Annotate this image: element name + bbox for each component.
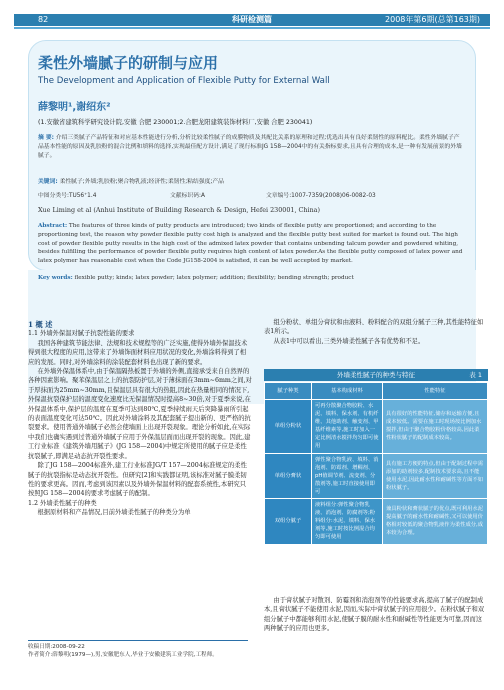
journal-header-band	[14, 14, 490, 26]
keywords-text: 柔性腻子;外墙;乳胶粉;聚合物乳液;经济性;柔韧性;粘结强度;产品	[59, 179, 224, 185]
article-number: 文章编号:1007-7359(2008)06-0082-03	[266, 193, 376, 199]
table-cell: 双组分腻子	[265, 499, 312, 544]
header-divider	[14, 27, 490, 29]
subsection-heading-1-2: 1.2 外墙柔性腻子的种类	[28, 499, 97, 507]
paragraph: 除了JG 158—2004标准外,建工行业标准JG/T 157—2004标准规定的柔性腻子的抗裂指标是动态抗开裂性。但研究[2]和实践都证明,该标准对腻子膜柔韧性的要求更高。因而,考虑到该因素以及外墙外保温材料的配套系统性,本研究只按照JG 158—2004的要求考虑腻子的配制。	[28, 462, 247, 498]
table-cell: 液料组分:弹性聚合物乳液、消泡剂、防腐剂等;粉料组分:水泥、填料、保水剂等,施工时按比例混合均匀即可使用	[312, 499, 383, 544]
received-date: 收稿日期:2008-09-22	[28, 644, 85, 650]
table-cell: 弹性聚合物乳液、填料、消泡剂、防霉剂、增稠剂、pH值调节剂、流变剂、分散剂等,施工时直接使用即可	[312, 453, 383, 498]
section-heading-overview: 1 概 述	[28, 320, 53, 329]
keywords-en-text: flexible putty; kinds; latex powder; latex polymer; addition; flexibility; bending strength; product	[74, 275, 354, 281]
author-bio: 作者简介:薛黎明(1979—),男,安徽肥东人,毕业于安徽建筑工业学院,工程师。	[28, 652, 218, 658]
subsection-heading-1-1: 1.1 外墙外保温对腻子抗裂性能的要求	[28, 330, 135, 338]
table-row	[265, 400, 488, 454]
table-header-materials: 基本构成材料	[312, 383, 383, 400]
right-column-top	[264, 318, 488, 346]
table-row	[265, 453, 488, 498]
authors-english: Xue Liming et al (Anhui Institute of Building Research & Design, Hefei 230001, China)	[38, 206, 320, 214]
table-number: 表 1	[469, 371, 482, 379]
title-chinese: 柔性外墙腻子的研制与应用	[38, 54, 219, 72]
keywords-chinese	[38, 178, 464, 187]
table-title: 外墙柔性腻子的种类与特征	[337, 371, 415, 379]
page-number: 82	[38, 15, 49, 24]
paragraph: 由于膏状腻子对散剂、防霉剂和消泡剂等的性能要求高,提高了腻子的配制成本,且膏状腻子不能使用水泥,因而,实际中膏状腻子的应用很少。在粉状腻子和双组分腻子中都能够利用水泥,使腻子膜的耐水性和耐碱性等性能更为可靠,因而这两种腻子的应用也更多。	[264, 597, 485, 633]
table-row	[265, 499, 488, 544]
right-column-bottom	[264, 596, 488, 634]
table-cell: 单组分膏状	[265, 453, 312, 498]
abstract-english	[38, 222, 464, 266]
keywords-english	[38, 274, 464, 283]
abstract-text: 介绍三类腻子产品特征和对应基本性能进行分析,分析比较柔性腻子的成膜物质及其配比关系的原理和过程;优选出具有良好柔韧性的原料配比。柔性外墙腻子产品基本性能的原因及乳胶粉的混合比例和填料的选择,实现最佳配方设计,满足了现行标准JG 158—2004中的有关指标要求,且具有合理的成本,是一种有发展前景的外墙腻子。	[38, 135, 462, 159]
table-cell: 具有很好的性能特征,储存和运输方便,且成本较低。需要在施工时现场按比例加水搅拌,但由于聚合物胶粉价格较高,因此柔性粉状腻子的配制成本较高。	[383, 400, 488, 454]
document-code: 文献标识码:A	[170, 193, 205, 199]
abstract-chinese	[38, 134, 464, 161]
abstract-en-text: The features of three kinds of putty products are introduced; two kinds of flexible putty are proportioned; and according to the proportioning test, the reason why powder flexible putty cost high is analyzed and the flexible putty best suited for market is found out. The high cost of powder flexible putty results in the high cost of the admixed latex powder that contains unbending talcum powder and powdered whiting, besides fulfilling the performance of powder flexible putty requires high content of latex powder.As the flexible putty composed of latex power and latex polymer has reasonable cost when the Code JG158-2004 is satisfied, it can be well accepted by market.	[38, 223, 463, 265]
keywords-label: 关键词:	[38, 179, 58, 185]
table-cell: 兼具粉状和膏状腻子的优点,既可利用水泥提高腻子的耐水性和耐碱性,又可以使用价格相对较低的聚合物乳液作为柔性成分,成本较为合理。	[383, 499, 488, 544]
table-cell: 具有施工方便的特点,但由于配制过程中需添加的助剂较多,配制技术要求高,且不能使用水泥,因此耐水性和耐碱性等方面不如粉状腻子。	[383, 453, 488, 498]
left-column	[28, 318, 252, 518]
table-cell: 可再分散聚合物胶粉、水泥、填料、保水剂、有机纤维、其他助剂、触变剂、甲基纤维素等,施工时加入一定比例清水搅拌均匀即可使用	[312, 400, 383, 454]
clc-number: 中图分类号:TU56⁺1.4	[38, 193, 97, 199]
paragraph: 根据原材料和产品情况,目前外墙柔性腻子的种类分为单	[37, 509, 191, 517]
table-caption	[264, 369, 488, 381]
journal-section: 科研检测篇	[232, 15, 272, 24]
paragraph: 在外墙外保温体系中,由于保温隔热板置于外墙的外侧,直接承受来自自然界的各种因素影响。聚苯保温层之上的抗裂防护层,对于薄抹面在3mm~6mm之间,对于厚抹面为25mm~30mm,且保温层具有很大的热阻,因此在热量相同的情况下,外保温抗裂保护层的温度变化速度比无保温情况时提高8~30倍,对于夏季来说,在外保温体系中,保护层的温度在夏季可达到80℃,夏季持续雨天后突降暴雨所引起的表面温度变化可达50℃。因此对外墙涂料及其配套腻子提出新的、更严格的抗裂要求。使用普通外墙腻子必然会使墙面上出现开裂现象。理论分析如此,在实际中我们也确实遇到过普通外墙腻子应用于外保温层面而出现开裂的现象。因此,建工行业标准《建筑外墙用腻子》(JG 158—2004)中规定所使用的腻子应是柔性抗裂腻子,即满足动态抗开裂性要求。	[28, 368, 252, 460]
issue-info: 2008年第6期(总第163期)	[385, 15, 480, 24]
table-cell: 单组分粉状	[265, 400, 312, 454]
abstract-label: 摘 要:	[38, 135, 54, 141]
paragraph: 我国各种建筑节能法律、法规和技术规程等的广泛实施,使得外墙外保温技术得到很大程度的应用,这带来了外墙饰面材料应用状况的变化,外墙涂料得到了相应的发展。同时,对外墙涂料的涂装配套材料也出现了新的要求。	[28, 339, 248, 366]
authors-chinese: 薛黎明¹,谢绍东²	[38, 102, 111, 113]
paragraph: 从表1中可以看出,三类外墙柔性腻子各有优势和不足。	[273, 337, 425, 345]
abstract-en-label: Abstract:	[38, 223, 68, 229]
title-english: The Development and Application of Flexible Putty for External Wall	[38, 76, 330, 86]
paragraph: 组分粉状、单组分膏状和由液料、粉料配合的双组分腻子三种,其性能特征如表1所示。	[264, 319, 484, 336]
keywords-en-label: Key words:	[38, 275, 73, 281]
table-header-type: 腻子种类	[265, 383, 312, 400]
footnote	[28, 640, 248, 659]
putty-types-table	[264, 382, 488, 545]
table-header-features: 性能特征	[383, 383, 488, 400]
affiliation-chinese: (1.安徽省建筑科学研究设计院,安徽 合肥 230001;2.合肥龙阳建筑装饰材料厂,安徽 合肥 230041)	[38, 119, 313, 126]
